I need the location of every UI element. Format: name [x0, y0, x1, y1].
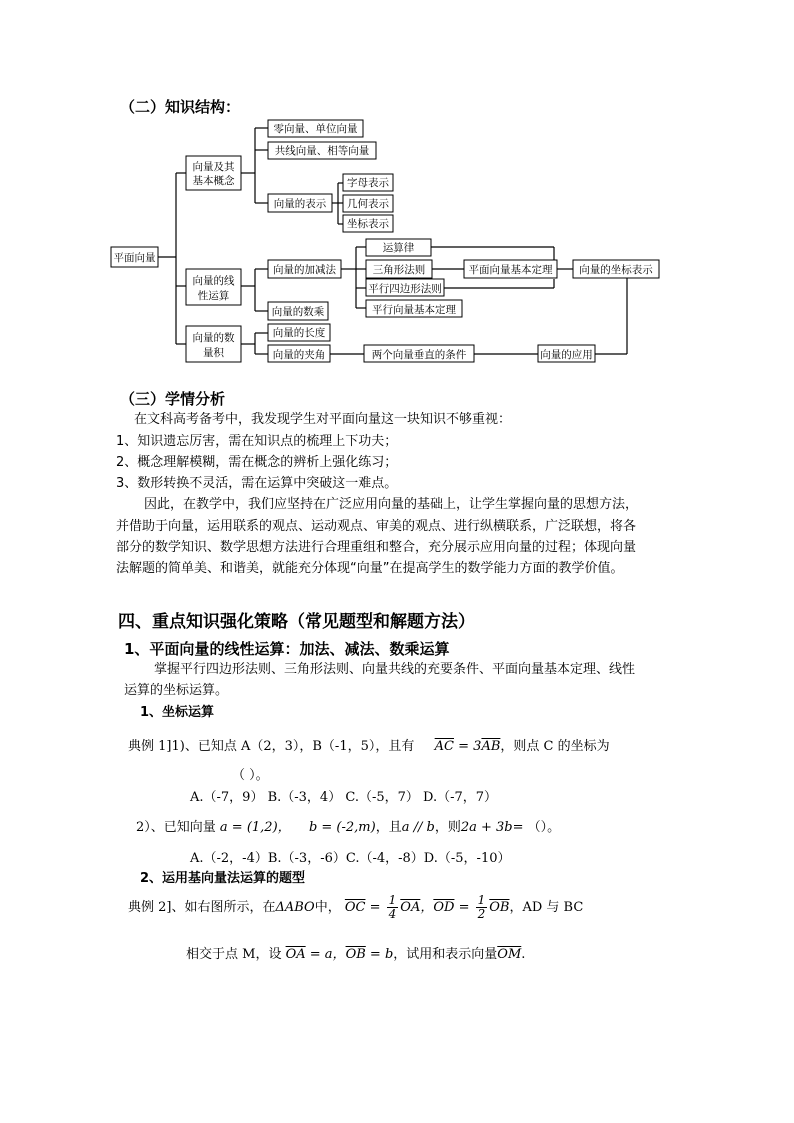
- example-1b-expression: 2a + 3b: [460, 820, 513, 835]
- subsection-1-desc-line-2: 运算的坐标运算。: [124, 683, 229, 698]
- example-2-line2a: 相交于点 M，设: [186, 947, 282, 962]
- example-1b-vector-a: a = (1,2)，: [219, 820, 291, 835]
- item-base-vector: 2、运用基向量法运算的题型: [140, 871, 306, 886]
- diagram-parallelogram-rule: 平行四边形法则: [368, 283, 442, 295]
- diagram-representation: 向量的表示: [273, 198, 327, 210]
- knowledge-structure-diagram: [108, 114, 653, 366]
- example-2-mid: 中，: [314, 900, 341, 915]
- example-1-prefix: 典例 1]1)、已知点 A（2，3），B（-1，5），且有: [128, 739, 415, 754]
- diagram-basic-concept-2: 基本概念: [192, 175, 235, 187]
- analysis-point-2: 2、概念理解模糊，需在概念的辨析上强化练习；: [116, 455, 398, 470]
- item-coordinate-ops: 1、坐标运算: [140, 705, 215, 720]
- section-four-title: 四、重点知识强化策略（常见题型和解题方法）: [118, 612, 475, 632]
- subsection-1-title: 1、平面向量的线性运算：加法、减法、数乘运算: [124, 640, 450, 658]
- diagram-collinear-equal: 共线向量、相等向量: [274, 145, 370, 157]
- example-1-options: A.（-7，9） B.（-3，4） C.（-5，7） D.（-7，7）: [190, 790, 498, 805]
- example-2-end: .: [521, 947, 526, 962]
- section-three-intro: 在文科高考备考中，我发现学生对平面向量这一块知识不够重视：: [134, 412, 512, 427]
- diagram-root: 平面向量: [113, 252, 156, 264]
- example-2-line2b: ，试用和表示向量: [393, 947, 498, 962]
- example-1-line: [128, 735, 610, 754]
- analysis-para-line-2: 并借助于向量，运用联系的观点、运动观点、审美的观点、进行纵横联系，广泛联想，将各: [116, 519, 637, 534]
- diagram-zero-unit: 零向量、单位向量: [273, 123, 358, 135]
- example-1-blank: （ ）。: [232, 768, 269, 783]
- example-1b-mid: ，且: [375, 820, 402, 835]
- analysis-para-line-4: 法解题的简单美、和谐美，就能充分体现“向量”在提高学生的数学能力方面的教学价值。: [116, 561, 624, 576]
- example-2-line: [128, 893, 583, 923]
- diagram-coord-rep-vec: 向量的坐标表示: [579, 264, 653, 276]
- example-1b-options: A.（-2，-4）B.（-3，-6）C.（-4，-8）D.（-5，-10）: [190, 851, 511, 866]
- diagram-perp-condition: 两个向量垂直的条件: [371, 349, 467, 361]
- section-two-title: （二）知识结构：: [120, 98, 241, 116]
- diagram-dot-product-1: 向量的数: [192, 332, 235, 344]
- subsection-1-desc-line-1: 掌握平行四边形法则、三角形法则、向量共线的充要条件、平面向量基本定理、线性: [154, 662, 636, 677]
- diagram-angle: 向量的夹角: [272, 349, 326, 361]
- diagram-linear-ops-1: 向量的线: [192, 275, 235, 287]
- example-2-formula-oc: $\overline{OC}$ = $\frac{1}{4}$ $\overline{OA}$，$\overline{OD}$ = $\frac{1}{2}$ $\overline{OB}$: [344, 893, 510, 921]
- analysis-point-1: 1、知识遗忘厉害，需在知识点的梳理上下功夫；: [116, 434, 398, 449]
- analysis-point-3: 3、数形转换不灵活，需在运算中突破这一难点。: [116, 476, 398, 491]
- example-1-formula: $\overline{AC} = 3\overline{AB}$: [434, 739, 501, 754]
- diagram-application: 向量的应用: [540, 349, 593, 361]
- example-2-line-2: [186, 943, 525, 962]
- diagram-dot-product-2: 量积: [203, 347, 224, 359]
- diagram-basic-concept-1: 向量及其: [192, 161, 235, 173]
- analysis-para-line-3: 部分的数学知识、数学思想方法进行合理重组和整合，充分展示应用向量的过程；体现向量: [116, 540, 637, 555]
- example-1b-prefix: 2）、已知向量: [136, 820, 216, 835]
- example-1b-parallel: a // b: [401, 820, 435, 835]
- section-three-title: （三）学情分析: [120, 390, 226, 408]
- example-2-prefix: 典例 2]、如右图所示，在: [128, 900, 276, 915]
- analysis-para-line-1: 因此，在教学中，我们应坚持在广泛应用向量的基础上，让学生掌握向量的思想方法，: [144, 497, 639, 512]
- diagram-letter-rep: 字母表示: [347, 177, 389, 189]
- diagram-length: 向量的长度: [272, 327, 326, 339]
- example-1b-line: [136, 816, 560, 835]
- diagram-basic-theorem: 平面向量基本定理: [468, 264, 553, 276]
- example-2-tail: ，AD 与 BC: [509, 900, 584, 915]
- diagram-linear-ops-2: 性运算: [197, 290, 230, 302]
- diagram-add-sub: 向量的加减法: [273, 264, 336, 276]
- diagram-triangle-rule: 三角形法则: [372, 264, 426, 276]
- diagram-geometric-rep: 几何表示: [347, 198, 389, 210]
- example-1b-end: = （）。: [512, 820, 561, 835]
- example-1b-vector-b: b = (-2,m): [308, 820, 376, 835]
- example-2-triangle: ΔABO: [275, 900, 315, 915]
- diagram-parallel-theorem: 平行向量基本定理: [372, 304, 456, 316]
- example-1b-ask: ，则: [434, 820, 461, 835]
- diagram-scalar-mult: 向量的数乘: [271, 306, 325, 318]
- diagram-op-laws: 运算律: [382, 242, 415, 254]
- example-2-defs: $\overline{OA} = a$，$\overline{OB} = b$: [285, 947, 394, 962]
- example-2-om: $\overline{OM}$: [497, 947, 522, 962]
- diagram-coordinate-rep: 坐标表示: [347, 218, 389, 230]
- example-1-suffix: ，则点 C 的坐标为: [500, 739, 610, 754]
